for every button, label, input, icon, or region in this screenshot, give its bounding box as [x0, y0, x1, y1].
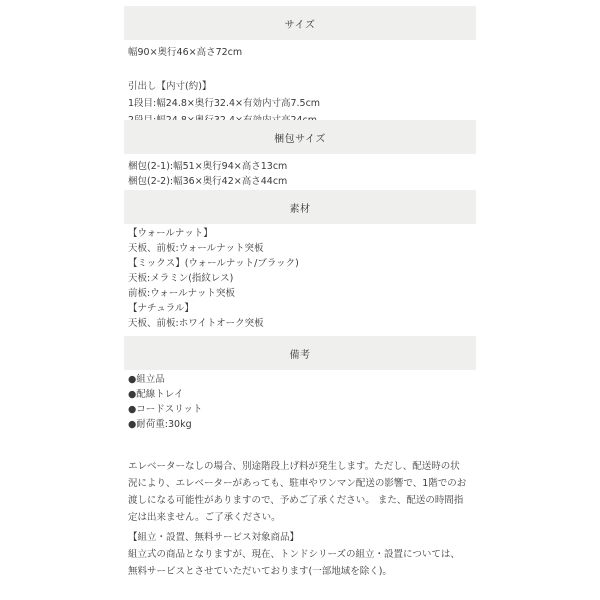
package-row-2: 梱包(2-2):幅36×奥行42×高さ44cm	[128, 176, 288, 187]
remark-item: ●組立品	[128, 374, 165, 385]
package-section	[124, 120, 476, 189]
drawer-inner-heading: 引出し【内寸(約)】	[128, 81, 212, 92]
size-section-header: サイズ	[124, 6, 476, 40]
material-mix-heading: 【ミックス】(ウォールナット/ブラック)	[128, 258, 299, 269]
material-section	[124, 190, 476, 331]
assembly-line: 組立式の商品となりますが、現在、トンドシリーズの組立・設置については、	[128, 549, 460, 560]
notice-line: エレベーターなしの場合、別途階段上げ料が発生します。ただし、配送時の状	[128, 461, 460, 472]
package-section-header: 梱包サイズ	[124, 120, 476, 154]
drawer-row-1: 1段目:幅24.8×奥行32.4×有効内寸高7.5cm	[128, 98, 321, 109]
material-walnut-heading: 【ウォールナット】	[128, 228, 213, 239]
material-walnut-detail: 天板、前板:ウォールナット突板	[128, 243, 264, 254]
assembly-notice	[124, 529, 476, 580]
notice-line: 定は出来ません。ご了承ください。	[128, 512, 281, 523]
material-section-header: 素材	[124, 190, 476, 224]
notice-line: 渡しになる可能性がありますので、予めご了承ください。 また、配送の時間指	[128, 495, 464, 506]
remarks-section-header: 備考	[124, 336, 476, 370]
delivery-notice	[124, 458, 476, 526]
material-natural-detail: 天板、前板:ホワイトオーク突板	[128, 318, 264, 329]
assembly-heading: 【組立・設置、無料サービス対象商品】	[128, 532, 300, 543]
remark-item: ●耐荷重:30kg	[128, 419, 192, 430]
size-blank-line	[128, 60, 476, 75]
size-overall: 幅90×奥行46×高さ72cm	[128, 47, 243, 58]
material-natural-heading: 【ナチュラル】	[128, 303, 194, 314]
remark-item: ●配線トレイ	[128, 389, 184, 400]
material-mix-top: 天板:メラミン(指紋レス)	[128, 273, 234, 284]
notice-line: 況により、エレベーターがあっても、駐車やワンマン配送の影響で、1階でのお	[128, 478, 467, 489]
remark-item: ●コードスリット	[128, 404, 203, 415]
remarks-section	[124, 336, 476, 432]
size-section	[124, 6, 476, 128]
material-mix-front: 前板:ウォールナット突板	[128, 288, 235, 299]
package-row-1: 梱包(2-1):幅51×奥行94×高さ13cm	[128, 161, 288, 172]
assembly-line: 無料サービスとさせていただいております(一部地域を除く)。	[128, 566, 392, 577]
